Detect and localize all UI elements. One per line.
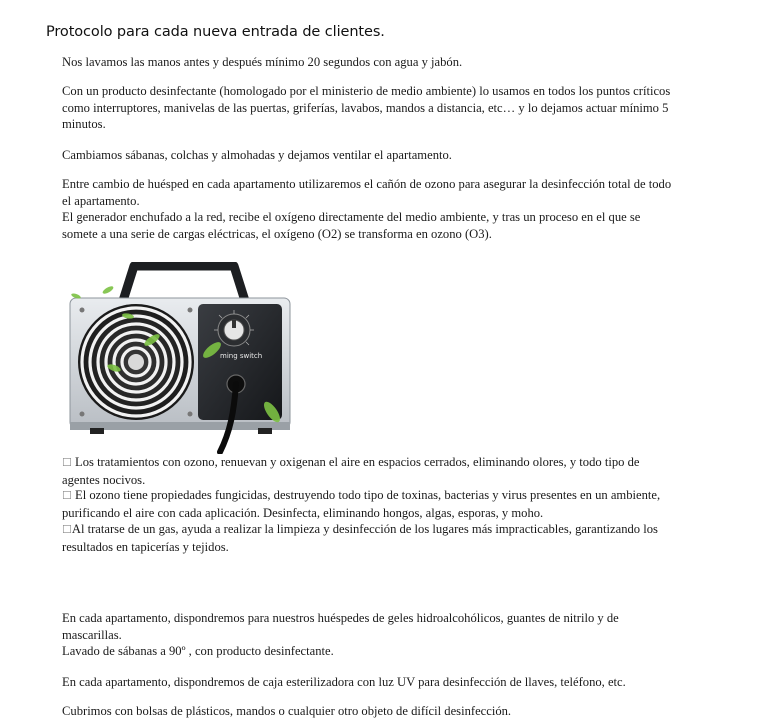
switch-label: ming switch xyxy=(220,352,263,360)
text-line: purificando el aire con cada aplicación. Desinfecta, eliminando hongos, algas, esporas, y moho. xyxy=(62,505,544,520)
text-line: el apartamento. xyxy=(62,193,140,208)
bullet-gas xyxy=(62,521,722,555)
text-line: mascarillas. xyxy=(62,627,122,642)
document-title: Protocolo para cada nueva entrada de clientes. xyxy=(46,24,385,40)
text-line: En cada apartamento, dispondremos de caja esterilizadora con luz UV para desinfección de llaves, teléfono, etc. xyxy=(62,675,626,689)
text-line: Cambiamos sábanas, colchas y almohadas y dejamos ventilar el apartamento. xyxy=(62,148,452,162)
text-line: como interruptores, manivelas de las puertas, griferías, lavabos, mandos a distancia, etc… y lo dejamos actuar mínimo 5 xyxy=(62,100,669,115)
text-line: Con un producto desinfectante (homologado por el ministerio de medio ambiente) lo usamos en todos los puntos críticos xyxy=(62,84,671,98)
text-line: Nos lavamos las manos antes y después mínimo 20 segundos con agua y jabón. xyxy=(62,55,463,69)
text-line: Lavado de sábanas a 90º , con producto desinfectante. xyxy=(62,644,334,659)
paragraph-plastic-bags xyxy=(62,703,722,720)
text-span: Los tratamientos con ozono, renuevan y oxigenan el aire en espacios cerrados, eliminando olores, y todo tipo de xyxy=(71,455,640,469)
text-line: somete a una serie de cargas eléctricas, el oxígeno (O2) se transforma en ozono (O3). xyxy=(62,226,492,241)
text-line: Cubrimos con bolsas de plásticos, mandos o cualquier otro objeto de difícil desinfección. xyxy=(62,704,512,718)
text-span: El ozono tiene propiedades fungicidas, destruyendo todo tipo de toxinas, bacterias y virus presentes en un ambiente, xyxy=(71,488,661,502)
text-line: En cada apartamento, dispondremos para nuestros huéspedes de geles hidroalcohólicos, guantes de nitrilo y de xyxy=(62,611,619,625)
paragraph-gels xyxy=(62,610,722,660)
bullet-fungicidal xyxy=(62,487,722,521)
text-line xyxy=(62,487,722,505)
text-line: resultados en tapicerías y tejidos. xyxy=(62,539,229,554)
paragraph-disinfectant xyxy=(62,83,722,133)
text-span: Al tratarse de un gas, ayuda a realizar la limpieza y desinfección de los lugares más impracticables, garantizando los xyxy=(71,522,658,536)
checkbox-bullet-icon: ☐ xyxy=(62,489,72,502)
text-line: Entre cambio de huésped en cada apartamento utilizaremos el cañón de ozono para asegurar la desinfección total de todo xyxy=(62,177,672,191)
bullet-renew-air xyxy=(62,454,722,488)
paragraph-linens xyxy=(62,147,722,164)
text-line xyxy=(62,454,722,472)
checkbox-bullet-icon: ☐ xyxy=(62,523,72,536)
text-line: minutos. xyxy=(62,117,106,132)
text-line: El generador enchufado a la red, recibe el oxígeno directamente del medio ambiente, y tras un proceso en el que se xyxy=(62,210,641,225)
paragraph-hand-washing xyxy=(62,54,722,71)
checkbox-bullet-icon: ☐ xyxy=(62,456,72,469)
text-line: agentes nocivos. xyxy=(62,472,146,487)
text-line xyxy=(62,521,722,539)
paragraph-ozone xyxy=(62,176,722,242)
paragraph-uv-box xyxy=(62,674,722,691)
ozone-generator-photo xyxy=(62,262,300,454)
